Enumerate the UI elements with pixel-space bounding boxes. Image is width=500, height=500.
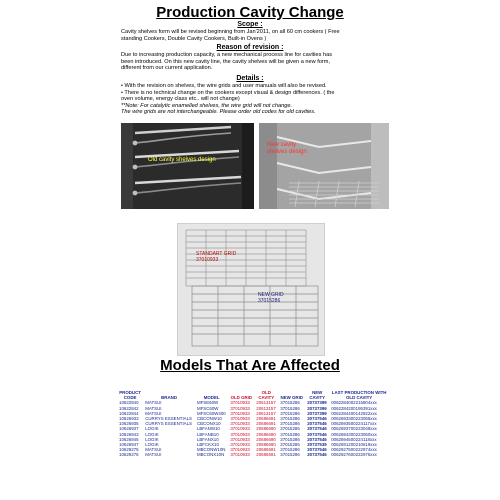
cell-product-code: 10626933 <box>119 416 139 422</box>
cell-old-cavity: 20686690 <box>256 436 276 442</box>
cell-old-cavity: 20686691 <box>256 452 276 458</box>
cell-product-code: 10626945 <box>119 436 139 442</box>
col-header-product-code <box>117 390 143 400</box>
cell-last-production: 0062693300223055xxx <box>331 416 377 422</box>
cell-new-cavity: 20737546 <box>307 431 327 437</box>
scope-text <box>121 29 387 42</box>
cell-old-grid: 37010933 <box>230 442 250 448</box>
wire-grid-photo <box>177 223 325 356</box>
cell-last-production: 0062694300223050xxx <box>331 431 377 437</box>
cell-product-code: 10622840 <box>119 400 139 406</box>
cell-new-cavity: 20737546 <box>307 436 327 442</box>
cell-product-code: 10629276 <box>119 452 139 458</box>
cell-new-cavity: 20737546 <box>307 416 327 422</box>
details-line: oven volume, energy class etc.. will not change) <box>121 96 240 103</box>
old-cavity-photo <box>121 123 254 209</box>
new-cavity-label-line: New cavity <box>267 142 297 148</box>
cell-old-cavity: 20686691 <box>256 421 276 427</box>
cell-old-grid: 37010933 <box>230 436 250 442</box>
cell-last-production: 0062927600222975xxx <box>331 452 377 458</box>
reason-heading: Reason of revision : <box>216 44 284 51</box>
cell-model: MBCONW10N <box>196 447 226 453</box>
cell-last-production: 0062694500224118xxx <box>331 436 377 442</box>
new-grid-label <box>258 292 284 304</box>
header-text: BRAND <box>161 395 177 401</box>
details-note-line: The wire grids are not interchangeable. Please order old codes for old cavities. <box>121 109 316 116</box>
cell-new-grid: 37015286 <box>280 416 300 422</box>
cell-product-code: 10626947 <box>119 442 139 448</box>
cell-old-grid: 37010933 <box>230 452 250 458</box>
cell-product-code: 10626943 <box>119 431 139 437</box>
cell-brand: CURRYS ESSENTIALS <box>145 416 192 422</box>
cell-model: MFSE60W <box>196 400 219 406</box>
cell-new-cavity: 20737546 <box>307 452 327 458</box>
document-title: Production Cavity Change <box>156 4 344 21</box>
cell-last-production: 0062693500224117xxx <box>331 421 377 427</box>
cell-old-cavity: 20686690 <box>256 426 276 432</box>
cell-new-grid: 37015286 <box>280 405 300 411</box>
cell-model: CBCONX10 <box>196 421 221 427</box>
wire-grid-illustration <box>178 224 325 356</box>
cell-product-code: 10626935 <box>119 421 139 427</box>
reason-line: been introduced. On this new cavity line, the cavity shelves will be given a new form, <box>121 58 330 65</box>
header-text: PRODUCT <box>119 390 141 395</box>
col-header-new-cavity <box>305 390 329 400</box>
table-row <box>117 452 389 457</box>
cell-old-cavity: 20686690 <box>256 442 276 448</box>
new-cavity-label <box>267 142 327 156</box>
cell-brand: CURRYS ESSENTIALS <box>145 421 192 427</box>
col-header-brand <box>143 390 195 400</box>
table-body <box>117 400 389 457</box>
cell-product-code: 10622844 <box>119 410 139 416</box>
cell-old-cavity: 20686691 <box>256 447 276 453</box>
cell-old-grid: 37010933 <box>230 400 250 406</box>
cell-brand: LOGIK <box>145 442 159 448</box>
header-text: CAVITY <box>258 395 275 401</box>
cell-old-cavity: 20686690 <box>256 431 276 437</box>
standard-grid-label-line: 37010933 <box>196 257 219 263</box>
cell-model: LBFANB10 <box>196 431 219 437</box>
cell-model: LBFANW10 <box>196 426 220 432</box>
cell-model: MFSC60W400 <box>196 410 226 416</box>
table-header-row <box>117 390 389 400</box>
cell-brand: LOGIK <box>145 431 159 437</box>
cell-product-code: 10626937 <box>119 426 139 432</box>
cell-new-cavity: 20737539 <box>307 442 327 448</box>
cell-brand: MATSUI <box>145 447 162 453</box>
cell-new-cavity: 20737399 <box>307 400 327 406</box>
cell-new-grid: 37015286 <box>280 410 300 416</box>
header-text: MODEL <box>203 395 220 401</box>
cell-old-cavity: 20613157 <box>256 405 276 411</box>
new-grid-label-line: NEW GRID <box>258 292 284 298</box>
cell-new-grid: 37015286 <box>280 447 300 453</box>
cell-old-grid: 37010933 <box>230 405 250 411</box>
cell-new-cavity: 20737546 <box>307 447 327 453</box>
cell-old-grid: 37010933 <box>230 426 250 432</box>
cell-new-cavity: 20737399 <box>307 405 327 411</box>
cell-old-cavity: 20613157 <box>256 400 276 406</box>
cell-model: LBFANX10 <box>196 436 219 442</box>
col-header-new-grid <box>278 390 305 400</box>
details-text <box>121 83 387 116</box>
cell-old-grid: 37010933 <box>230 447 250 453</box>
cell-new-grid: 37015286 <box>280 400 300 406</box>
cell-new-grid: 37015286 <box>280 421 300 427</box>
standard-grid-label <box>196 251 236 263</box>
cell-brand: MATSUI <box>145 410 162 416</box>
cell-new-grid: 37015286 <box>280 452 300 458</box>
col-header-old-cavity <box>254 390 278 400</box>
header-text: NEW <box>312 390 323 395</box>
header-text: OLD CAVITY <box>345 395 373 401</box>
cell-old-cavity: 20686691 <box>256 416 276 422</box>
reason-line: Due to increasing production capacity, a new mechanical process line for cavities has <box>121 52 333 58</box>
old-cavity-label: Old cavity shelves design <box>148 157 216 163</box>
header-text: NEW GRID <box>280 395 303 401</box>
cell-new-cavity: 20737546 <box>307 421 327 427</box>
cell-brand: MATSUI <box>145 400 162 406</box>
header-text: OLD GRID <box>230 395 253 401</box>
cell-old-grid: 37010933 <box>230 410 250 416</box>
header-text: LAST PRODUCTION WITH <box>331 390 387 395</box>
cell-last-production: 0062284400142922xxx <box>331 410 377 416</box>
cell-model: MBCONX10N <box>196 452 225 458</box>
header-text: OLD <box>261 390 271 395</box>
reason-text <box>121 52 387 72</box>
cell-new-grid: 37015286 <box>280 436 300 442</box>
cell-last-production: 0062284002215804xxx <box>331 400 377 406</box>
old-cavity-illustration <box>121 123 254 209</box>
cell-old-grid: 37010933 <box>230 431 250 437</box>
cell-last-production: 0062691200210619xxx <box>331 442 377 448</box>
details-line: • With the revision on shelves, the wire grids and user manuals will also be revised. <box>121 83 327 89</box>
cell-new-grid: 37015286 <box>280 426 300 432</box>
cell-last-production: 0062927500222974xxx <box>331 447 377 453</box>
details-line: • There is no technical change on the cookers except visual & design differences. ( the <box>121 89 335 96</box>
cell-last-production: 0062284200195391xxx <box>331 405 377 411</box>
cell-product-code: 10622842 <box>119 405 139 411</box>
col-header-last-production <box>329 390 389 400</box>
details-heading: Details : <box>236 75 264 82</box>
cell-new-grid: 37015286 <box>280 442 300 448</box>
new-grid-label-line: 37015286 <box>258 298 281 304</box>
scope-heading: Scope : <box>237 21 263 28</box>
col-header-model <box>195 390 228 400</box>
cell-brand: MATSUI <box>145 405 162 411</box>
reason-line: different from our current application. <box>121 65 213 72</box>
cell-old-grid: 37010933 <box>230 416 250 422</box>
cell-model: LBFCKX10 <box>196 442 219 448</box>
cell-brand: LOGIK <box>145 436 159 442</box>
scope-line: Cavity shelves form will be revised beginning from Jan'2011, on all 60 cm cookers ( Free <box>121 29 340 35</box>
affected-models-table <box>117 390 389 458</box>
cell-model: MFSC60W <box>196 405 219 411</box>
cell-old-cavity: 20613157 <box>256 410 276 416</box>
cell-product-code: 10629275 <box>119 447 139 453</box>
header-text: CODE <box>123 395 137 401</box>
cell-old-grid: 37010933 <box>230 421 250 427</box>
details-note-line: **Note: For catalytic enamelled shelves, the wire grid will not change. <box>121 102 293 109</box>
scope-line: standing Cookers, Double Cavity Cookers, Built-in Ovens ) <box>121 35 267 42</box>
models-title: Models That Are Affected <box>160 357 340 374</box>
cell-new-cavity: 20737546 <box>307 426 327 432</box>
standard-grid-label-line: STANDART GRID <box>196 251 237 257</box>
new-cavity-label-line: shelves design <box>267 149 307 155</box>
new-cavity-illustration <box>259 123 389 209</box>
header-text: CAVITY <box>309 395 326 401</box>
cell-brand: MATSUI <box>145 452 162 458</box>
new-cavity-photo <box>259 123 389 209</box>
cell-last-production: 0062693700223049xxx <box>331 426 377 432</box>
cell-new-grid: 37015286 <box>280 431 300 437</box>
col-header-old-grid <box>228 390 254 400</box>
cell-model: CBCONW10 <box>196 416 222 422</box>
cell-brand: LOGIK <box>145 426 159 432</box>
cell-new-cavity: 20737399 <box>307 410 327 416</box>
